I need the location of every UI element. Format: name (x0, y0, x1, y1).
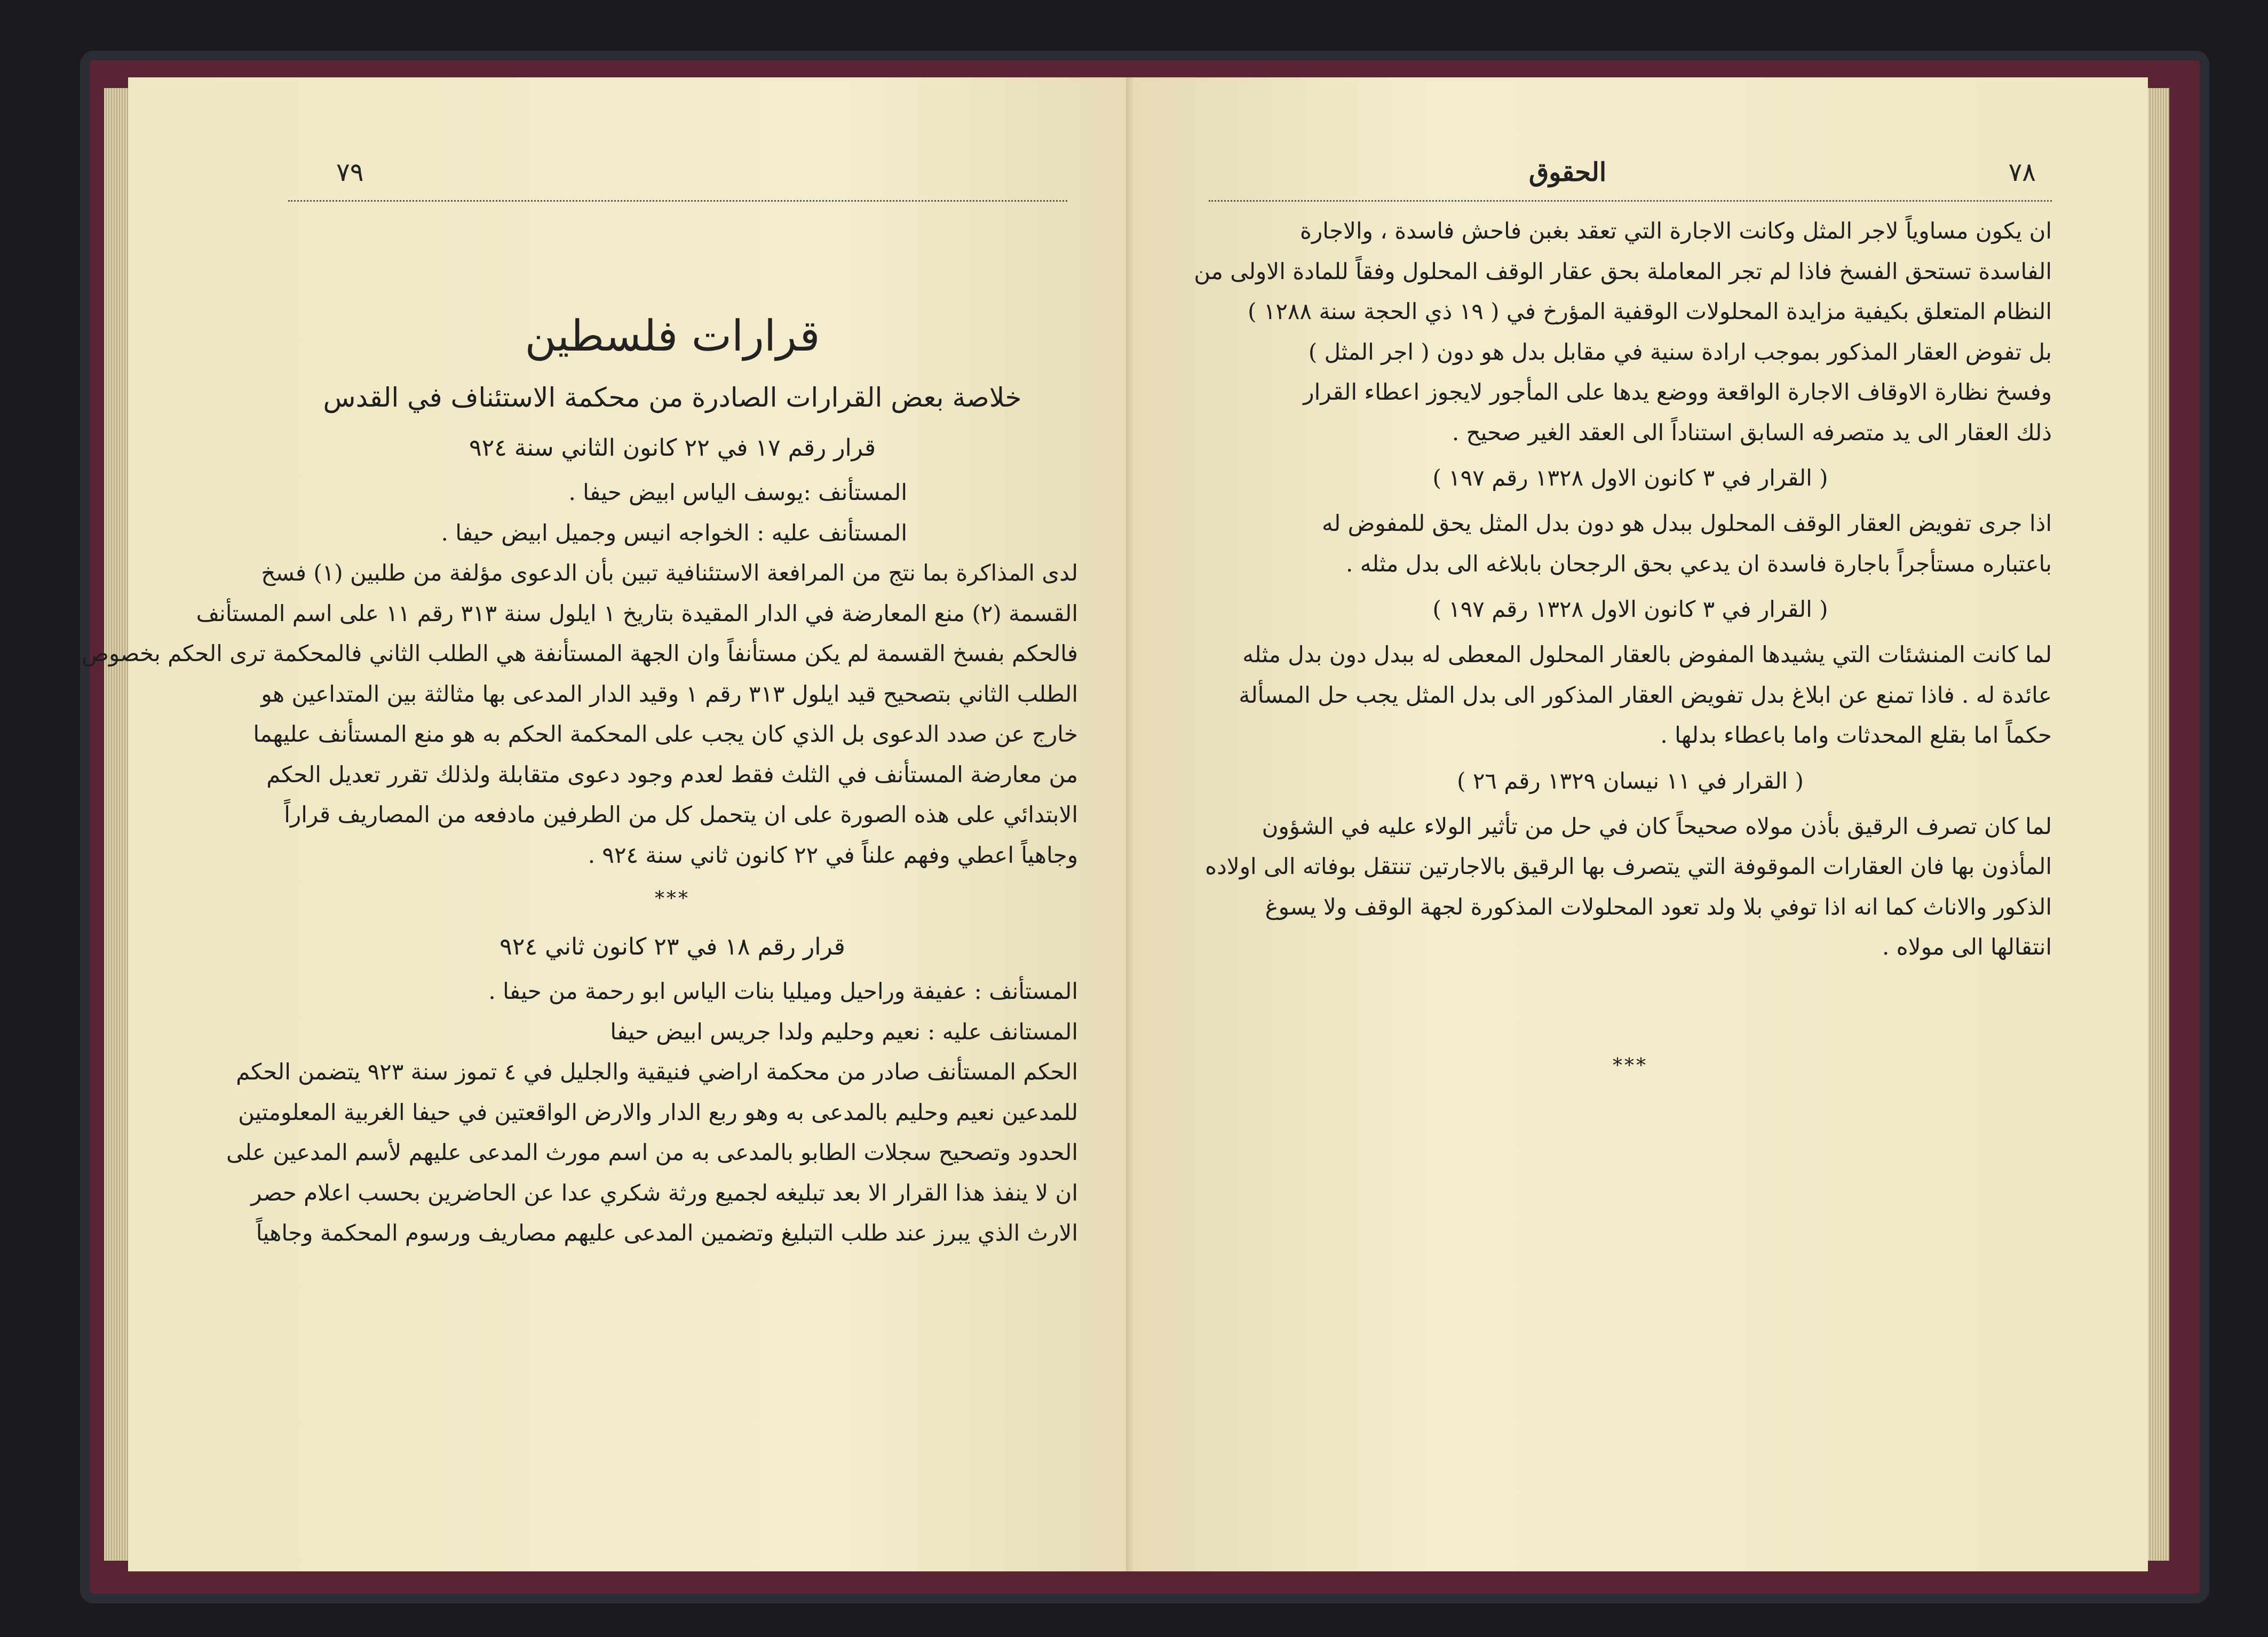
party-line: المستانف عليه : نعيم وحليم ولدا جريس ابيض حيفا (610, 1018, 1078, 1045)
left-page-number: ٧٩ (336, 157, 364, 187)
party-line: المستأنف عليه : الخواجه انيس وجميل ابيض حيفا . (441, 519, 907, 546)
text-line: الحكم المستأنف صادر من محكمة اراضي فنيقية والجليل في ٤ تموز سنة ٩٢٣ يتضمن الحكم (236, 1059, 1078, 1085)
decision-reference: ( القرار في ٣ كانون الاول ١٣٢٨ رقم ١٩٧ ) (1432, 596, 1828, 622)
left-header-rule (288, 200, 1067, 202)
right-page-number: ٧٨ (2008, 157, 2036, 187)
text-line: النظام المتعلق بكيفية مزايدة المحلولات الوقفية المؤرخ في ( ١٩ ذي الحجة سنة ١٢٨٨ ) (1248, 298, 2052, 324)
text-line: حكماً اما بقلع المحدثات واما باعطاء بدلها . (1660, 722, 2052, 748)
text-line: وجاهياً اعطي وفهم علناً في ٢٢ كانون ثاني سنة ٩٢٤ . (588, 841, 1078, 868)
section-separator: *** (1613, 1054, 1648, 1077)
party-line: المستأنف : عفيفة وراحيل وميليا بنات الياس ابو رحمة من حيفا . (488, 978, 1078, 1004)
page-subtitle: خلاصة بعض القرارات الصادرة من محكمة الاستئناف في القدس (323, 382, 1022, 413)
section-separator: *** (655, 888, 690, 910)
text-line: الفاسدة تستحق الفسخ فاذا لم تجر المعاملة بحق عقار الوقف المحلول وفقاً للمادة الاولى من (1194, 258, 2052, 284)
right-header-rule (1209, 200, 2052, 202)
decision-heading: قرار رقم ١٨ في ٢٣ كانون ثاني ٩٢٤ (499, 933, 845, 960)
text-line: لما كانت المنشئات التي يشيدها المفوض بالعقار المحلول المعطى له ببدل دون بدل مثله (1242, 641, 2052, 667)
text-line: الذكور والاناث كما انه اذا توفي بلا ولد تعود المحلولات المذكورة لجهة الوقف ولا يسوغ (1265, 893, 2052, 920)
text-line: ان يكون مساوياً لاجر المثل وكانت الاجارة التي تعقد بغبن فاحش فاسدة ، والاجارة (1299, 218, 2052, 244)
open-book (82, 77, 2169, 1571)
text-line: انتقالها الى مولاه . (1882, 934, 2052, 960)
text-line: باعتباره مستأجراً باجارة فاسدة ان يدعي بحق الرجحان بابلاغه الى بدل مثله . (1346, 550, 2052, 577)
left-page-body (82, 301, 1078, 1253)
text-line: الابتدائي على هذه الصورة على ان يتحمل كل من الطرفين مادفعه من المصاريف قراراً (284, 801, 1078, 828)
page-title: قرارات فلسطين (525, 311, 820, 361)
text-line: وفسخ نظارة الاوقاف الاجارة الواقعة ووضع يدها على المأجور لايجوز اعطاء القرار (1303, 379, 2052, 405)
right-page (1134, 77, 2148, 1571)
text-line: المأذون بها فان العقارات الموقوفة التي يتصرف بها الرقيق بالاجارتين تنتقل بوفاته الى اولاده (1205, 853, 2052, 879)
running-header: الحقوق (1529, 157, 1607, 187)
text-line: ان لا ينفذ هذا القرار الا بعد تبليغه لجميع ورثة شكري عدا عن الحاضرين بحسب اعلام حصر (251, 1179, 1078, 1206)
text-line: عائدة له . فاذا تمنع عن ابلاغ بدل تفويض العقار المذكور الى بدل المثل يجب حل المسألة (1239, 681, 2052, 708)
right-page-body (1194, 211, 2052, 1090)
text-line: فالحكم بفسخ القسمة لم يكن مستأنفاً وان الجهة المستأنفة هي الطلب الثاني فالمحكمة ترى الحكم بخصوص (82, 640, 1078, 666)
text-line: بل تفوض العقار المذكور بموجب ارادة سنية في مقابل بدل هو دون ( اجر المثل ) (1308, 338, 2052, 365)
text-line: للمدعين نعيم وحليم بالمدعى به وهو ربع الدار والارض الواقعتين في حيفا الغربية المعلومتين (238, 1099, 1078, 1125)
text-line: اذا جرى تفويض العقار الوقف المحلول ببدل هو دون بدل المثل يحق للمفوض له (1321, 510, 2052, 536)
decision-reference: ( القرار في ٣ كانون الاول ١٣٢٨ رقم ١٩٧ ) (1432, 465, 1828, 491)
text-line: الحدود وتصحيح سجلات الطابو بالمدعى به من اسم مورث المدعى عليهم لأسم المدعين على (226, 1139, 1078, 1165)
text-line: لما كان تصرف الرقيق بأذن مولاه صحيحاً كان في حل من تأثير الولاء عليه في الشؤون (1262, 813, 2052, 839)
text-line: لدى المذاكرة بما نتج من المرافعة الاستئنافية تبين بأن الدعوى مؤلفة من طلبين (١) فسخ (261, 560, 1078, 586)
decision-reference: ( القرار في ١١ نيسان ١٣٢٩ رقم ٢٦ ) (1457, 767, 1804, 794)
decision-heading: قرار رقم ١٧ في ٢٢ كانون الثاني سنة ٩٢٤ (469, 434, 876, 462)
party-line: المستأنف :يوسف الياس ابيض حيفا . (568, 479, 907, 505)
text-line: خارج عن صدد الدعوى بل الذي كان يجب على المحكمة الحكم به هو منع المستأنف عليهما (253, 721, 1078, 747)
text-line: من معارضة المستأنف في الثلث فقط لعدم وجود دعوى متقابلة ولذلك تقرر تعديل الحكم (266, 761, 1078, 788)
text-line: الارث الذي يبرز عند طلب التبليغ وتضمين المدعى عليهم مصاريف ورسوم المحكمة وجاهياً (256, 1220, 1078, 1246)
left-page (82, 77, 1142, 1571)
text-line: القسمة (٢) منع المعارضة في الدار المقيدة بتاريخ ١ ايلول سنة ٣١٣ رقم ١١ على اسم المستأنف (196, 600, 1078, 626)
text-line: ذلك العقار الى يد متصرفه السابق استناداً الى العقد الغير صحيح . (1452, 419, 2052, 446)
text-line: الطلب الثاني بتصحيح قيد ايلول ٣١٣ رقم ١ وقيد الدار المدعى بها مثالثة بين المتداعين هو (261, 680, 1078, 707)
